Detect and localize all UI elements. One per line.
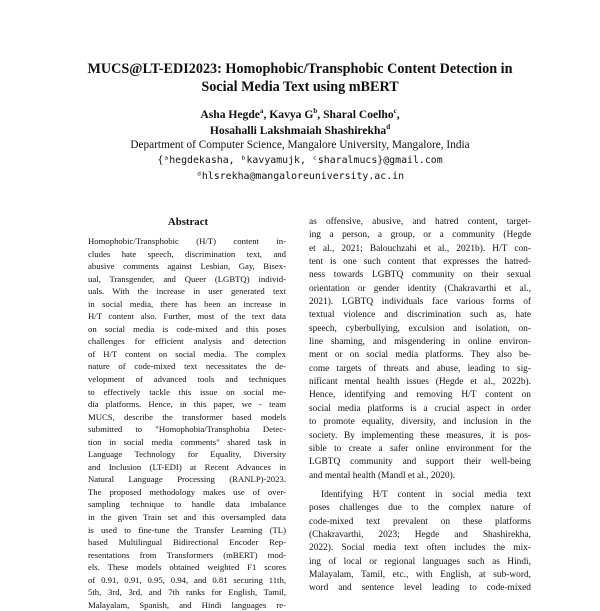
abstract-body — [88, 235, 286, 611]
text-line: dia platforms. Hence, in this paper, we - team — [88, 399, 286, 410]
paper-title-line-2: Social Media Text using mBERT — [201, 79, 399, 95]
text-line: 2022). Social media text often includes the mix- — [309, 543, 531, 554]
text-line: Malayalam, Tamil, etc., with English, at sub-word, — [309, 569, 531, 580]
text-line: H/T content also. Further, most of the text data — [88, 311, 286, 322]
abstract-heading: Abstract — [167, 216, 209, 228]
text-line: Malayalam, Spanish, and Hindi languages re- — [88, 599, 286, 610]
text-line: code-mixed text prevalent on these platforms — [309, 516, 531, 527]
text-line: uals. With the increase in user generated text — [88, 286, 286, 297]
author-mark: c — [393, 107, 397, 116]
text-line: is used to fine-tune the Transfer Learning (TL) — [88, 524, 286, 535]
affiliation: Department of Computer Science, Mangalore University, Mangalore, India — [130, 139, 470, 151]
text-line: velopment of advanced tools and techniques — [88, 374, 286, 385]
text-line: LGBTQ community and support their well-being — [309, 457, 531, 468]
paper-title — [40, 60, 560, 96]
paragraph-1 — [309, 216, 531, 483]
text-line: to promote equality, diversity, and inclusion in the — [309, 417, 531, 428]
text-line: (Chakravarthi, 2023; Hegde and Shashirekha, — [309, 529, 531, 540]
author-name: Kavya G — [269, 108, 314, 121]
text-line: ing a person, a group, or a community (Hegde — [309, 230, 531, 241]
text-line: nature of code-mixed text necessitates the de- — [88, 361, 286, 372]
text-line: sible to create a safer online environment for the — [309, 443, 531, 454]
email-line-1: {ᵃhegdekasha, ᵇkavyamujk, ᶜsharalmucs}@gmail.com — [157, 155, 443, 166]
text-line: 2021). LGBTQ individuals face various forms of — [309, 297, 531, 308]
text-line: ing of local or regional languages such as Hindi, — [309, 556, 531, 567]
paragraph-2 — [309, 489, 531, 596]
text-line: line shaming, and misgendering in online environ- — [309, 337, 531, 348]
author-mark: b — [313, 107, 318, 116]
text-line: textual violence and discrimination such as, hate — [309, 310, 531, 321]
text-line: on social media is code-mixed and this poses — [88, 323, 286, 334]
text-line: come targets of threats and abuse, leading to sig- — [309, 363, 531, 374]
text-line: Hence, identifying and removing H/T content on — [309, 390, 531, 401]
text-line: cludes hate speech, discrimination text, and — [88, 248, 286, 259]
text-line: Language Technology for Equality, Diversity — [88, 449, 286, 460]
author-mark: a — [259, 107, 264, 116]
text-line: to effectively tackle this issue on social me- — [88, 386, 286, 397]
text-line: submitted to "Homophobia/Transphobia Detec- — [88, 424, 286, 435]
paper-title-line-1: MUCS@LT-EDI2023: Homophobic/Transphobic Content Detection in — [87, 61, 513, 77]
text-line: MUCS, describe the transformer based models — [88, 411, 286, 422]
author-name: Sharal Coelho — [323, 108, 394, 121]
text-line: sampling technique to handle data imbalance — [88, 499, 286, 510]
text-line: as offensive, abusive, and hatred content, target- — [309, 217, 531, 227]
text-line: poses challenges due to the complex nature of — [309, 503, 531, 514]
email-line-2: ᵈhlsrekha@mangaloreuniversity.ac.in — [195, 171, 405, 182]
text-line: word and sentence level leading to code-mixed — [309, 583, 531, 594]
text-line: ual, Transgender, and Queer (LGBTQ) individ- — [88, 273, 286, 284]
text-line: of H/T content on social media. The complex — [88, 348, 286, 359]
text-line: abusive comments against Lesbian, Gay, Bisex- — [88, 261, 286, 272]
text-line: 5th, 3rd, 3rd, and 7th ranks for English, Tamil, — [88, 587, 286, 598]
text-line: and mental health (Mandl et al., 2020). — [309, 470, 456, 481]
text-line: of 0.91, 0.91, 0.95, 0.94, and 0.81 securing 11th, — [88, 574, 286, 585]
text-line: The proposed methodology makes use of over- — [88, 486, 286, 497]
text-line: resentations from Transformers (mBERT) mod- — [88, 549, 286, 560]
text-line: speech, cyberbullying, exculsion and isolation, on- — [309, 323, 531, 334]
text-line: in the given Train set and this oversampled data — [88, 512, 286, 523]
text-line: Homophobic/Transphobic (H/T) content in- — [88, 236, 286, 246]
author-emails — [40, 153, 560, 185]
text-line: tent is one such content that expresses the hatred- — [309, 257, 531, 268]
text-line: nificant mental health issues (Hegde et al., 2022b). — [309, 377, 531, 388]
text-line: Natural Language Processing (RANLP)-2023. — [88, 474, 286, 485]
author-list: Asha Hegde$^a$, Kavya $G^b$, Sharal Coelho$^c$, Hosahalli Lakshmaiah Shashirekha$^d$ — [200, 107, 400, 137]
text-line: based Multilingual Bidirectional Encoder Rep- — [88, 537, 286, 548]
text-line: els. These models obtained weighted F1 scores — [88, 562, 286, 573]
introduction-body — [309, 216, 531, 596]
text-line: orientation or gender identity (Chakravarthi et al., — [309, 283, 531, 294]
text-line: et al., 2021; Balouchzahi et al., 2021b). H/T con- — [309, 243, 531, 254]
text-line: ment or on social media platforms. They also be- — [309, 350, 531, 361]
text-line: social media platforms is a crucial aspect in order — [309, 403, 531, 414]
text-line: challenges for efficient analysis and detection — [88, 336, 286, 347]
text-line: tion in social media comments" shared task in — [88, 436, 286, 447]
text-line: Identifying H/T content in social media text — [321, 489, 531, 500]
author-name: Hosahalli Lakshmaiah Shashirekha — [209, 124, 387, 137]
author-name: Asha Hegde — [200, 108, 260, 121]
text-line: and Inclusion (LT-EDI) at Recent Advances in — [88, 461, 286, 472]
author-mark: d — [386, 123, 391, 132]
text-line: society. By implementing these measures, it is pos- — [309, 430, 531, 441]
text-line: in social media, there has been an increase in — [88, 298, 286, 309]
text-line: ness towards LGBTQ community on their sexual — [309, 270, 531, 281]
